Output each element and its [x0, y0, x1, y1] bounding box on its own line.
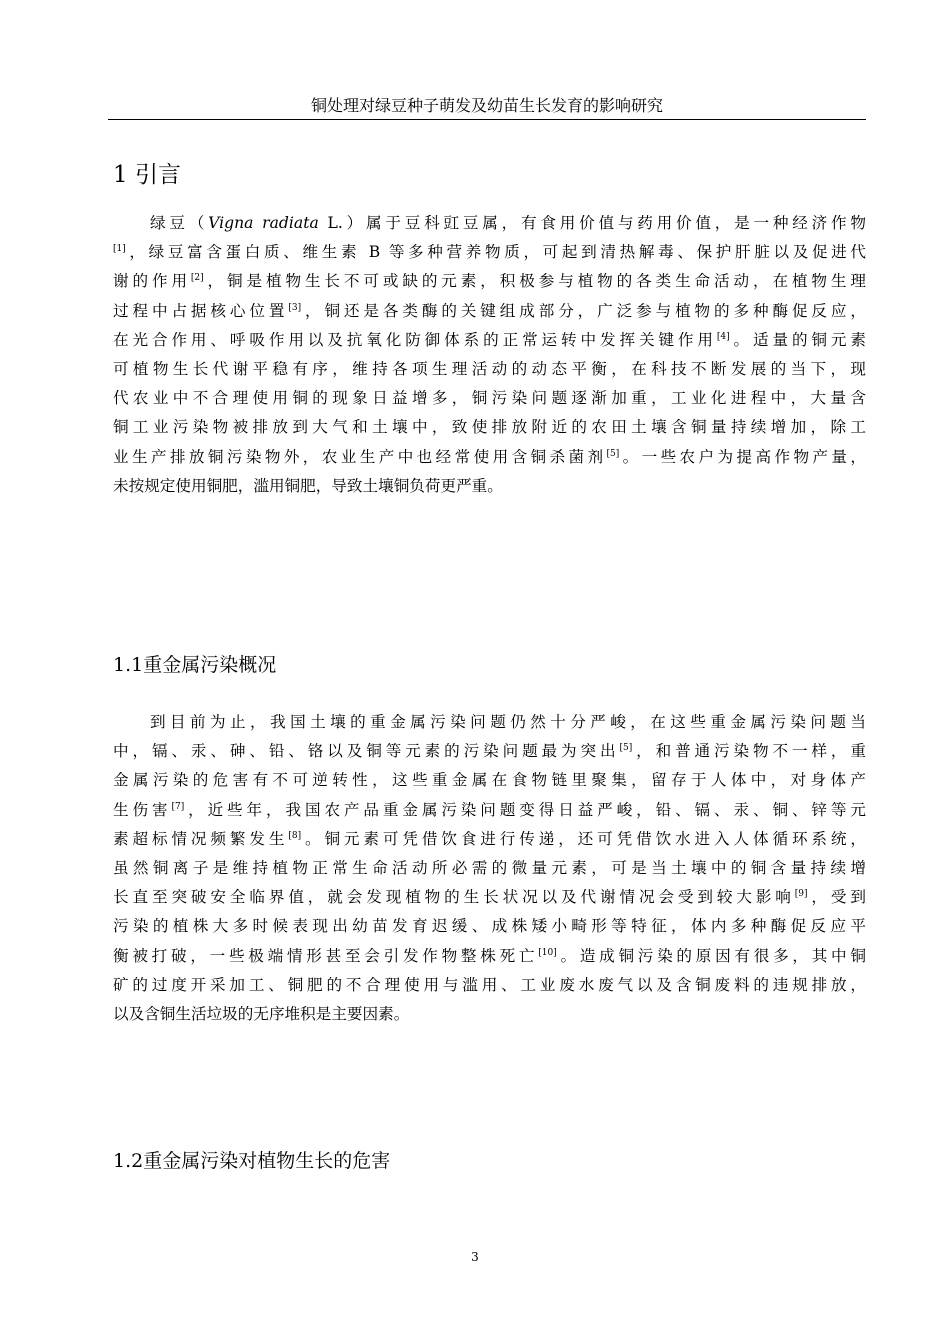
running-header: 铜处理对绿豆种子萌发及幼苗生长发育的影响研究 [108, 96, 866, 120]
line: 铜工业污染物被排放到大气和土壤中，致使排放附近的农田土壤含铜量持续增加，除工 [113, 418, 866, 437]
line: 未按规定使用铜肥，滥用铜肥，导致土壤铜负荷更严重。 [113, 476, 503, 495]
intro-paragraph [113, 209, 866, 501]
line: 长直至突破安全临界值，就会发现植物的生长状况以及代谢情况会受到较大影响[9]，受到 [113, 888, 866, 907]
overview-paragraph [113, 708, 866, 1029]
section-title: 引言 [134, 162, 181, 188]
line: 金属污染的危害有不可逆转性，这些重金属在食物链里聚集，留存于人体中，对身体产 [113, 771, 866, 790]
citation: [4] [716, 331, 730, 342]
citation: [5] [606, 448, 620, 459]
line: 生伤害[7]，近些年，我国农产品重金属污染问题变得日益严峻，铅、镉、汞、铜、锌等元 [113, 800, 866, 819]
citation: [7] [171, 801, 185, 812]
line: 污染的植株大多时候表现出幼苗发育迟缓、成株矮小畸形等特征，体内多种酶促反应平 [113, 917, 866, 936]
citation: [8] [288, 830, 302, 841]
line: 衡被打破，一些极端情形甚至会引发作物整株死亡[10]。造成铜污染的原因有很多，其中铜 [113, 946, 866, 965]
line: 在光合作用、呼吸作用以及抗氧化防御体系的正常运转中发挥关键作用[4]。适量的铜元素 [113, 330, 866, 349]
citation: [5] [619, 743, 633, 754]
citation: [2] [190, 273, 204, 284]
citation: [3] [288, 302, 302, 313]
section-number: 1.2 [113, 1150, 144, 1172]
line: 中，镉、汞、砷、铅、铬以及铜等元素的污染问题最为突出[5]，和普通污染物不一样，重 [113, 742, 866, 761]
citation: [10] [538, 947, 557, 958]
section-number: 1 [113, 162, 128, 188]
line: 虽然铜离子是维持植物正常生命活动所必需的微量元素，可是当土壤中的铜含量持续增 [113, 859, 866, 878]
section-1-1-heading [113, 652, 276, 678]
line: [1]，绿豆富含蛋白质、维生素 B 等多种营养物质，可起到清热解毒、保护肝脏以及促进代 [113, 243, 866, 262]
line: 业生产排放铜污染物外，农业生产中也经常使用含铜杀菌剂[5]。一些农户为提高作物产量， [113, 447, 866, 466]
citation: [1] [113, 244, 126, 255]
section-1-2-heading [113, 1148, 390, 1174]
section-1-heading [113, 160, 181, 190]
line: 到目前为止，我国土壤的重金属污染问题仍然十分严峻，在这些重金属污染问题当 [150, 713, 866, 731]
citation: [9] [794, 889, 808, 900]
line: 绿豆（Vigna radiata L.）属于豆科豇豆属，有食用价值与药用价值，是一种经济作物 [150, 214, 866, 232]
line: 素超标情况频繁发生[8]。铜元素可凭借饮食进行传递，还可凭借饮水进入人体循环系统， [113, 829, 866, 848]
section-title: 重金属污染概况 [143, 654, 277, 676]
line: 谢的作用[2]，铜是植物生长不可或缺的元素，积极参与植物的各类生命活动，在植物生理 [113, 272, 866, 291]
line: 以及含铜生活垃圾的无序堆积是主要因素。 [113, 1005, 410, 1024]
line: 过程中占据核心位置[3]，铜还是各类酶的关键组成部分，广泛参与植物的多种酶促反应， [113, 301, 866, 320]
line: 矿的过度开采加工、铜肥的不合理使用与滥用、工业废水废气以及含铜废料的违规排放， [113, 975, 866, 994]
line: 代农业中不合理使用铜的现象日益增多，铜污染问题逐渐加重，工业化进程中，大量含 [113, 389, 866, 408]
section-number: 1.1 [113, 654, 144, 676]
line: 可植物生长代谢平稳有序，维持各项生理活动的动态平衡，在科技不断发展的当下，现 [113, 360, 866, 379]
page-number: 3 [471, 1250, 479, 1264]
section-title: 重金属污染对植物生长的危害 [143, 1150, 391, 1172]
